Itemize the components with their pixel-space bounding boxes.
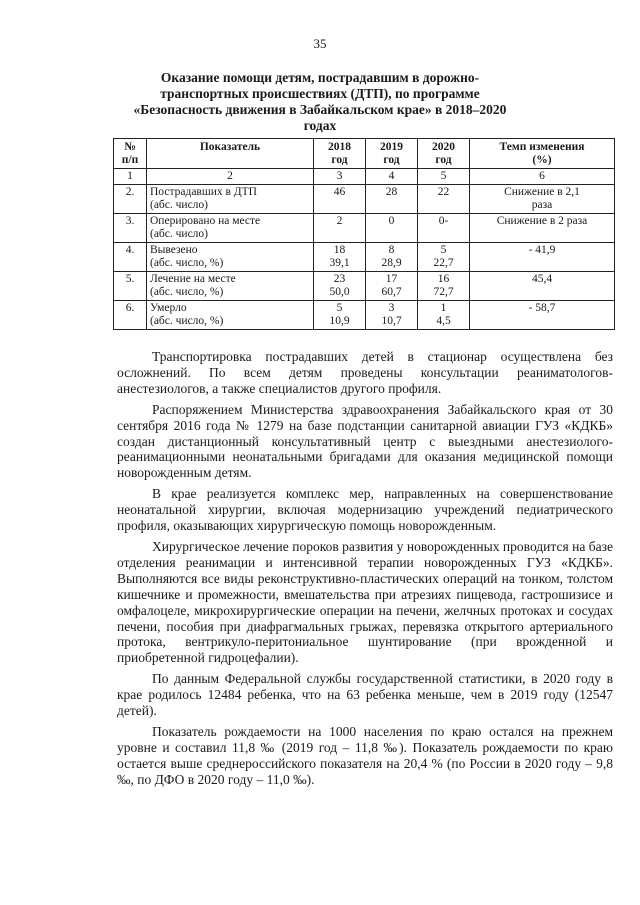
header-indicator: Показатель [147,139,314,169]
row-number: 2. [114,185,147,214]
header-number: № п/п [114,139,147,169]
document-title: Оказание помощи детям, пострадавшим в дорожно-транспортных происшествиях (ДТП), по программе «Безопасность движения в Забайкальском крае» в 2018–2020 годах [133,70,507,133]
cell-rate: 45,4 [470,272,615,301]
paragraph: Транспортировка пострадавших детей в стационар осуществлена без осложнений. По всем детям проведены консультации реаниматологов-анестезиологов, а также специалистов другого профиля. [117,349,613,396]
row-indicator: Пострадавших в ДТП (абс. число) [147,185,314,214]
paragraph: В крае реализуется комплекс мер, направленных на совершенствование неонатальной хирургии, включая модернизацию учреждений педиатрического профиля, оказывающих хирургическую помощь новорожденным. [117,486,613,534]
statistics-table [113,138,615,330]
row-number: 3. [114,214,147,243]
header-rate: Темп изменения (%) [470,139,615,169]
cell-rate: Снижение в 2,1 раза [470,185,615,214]
header-2018: 2018 год [314,139,366,169]
cell-2018: 5 10,9 [314,301,366,330]
paragraph: Распоряжением Министерства здравоохранения Забайкальского края от 30 сентября 2016 года № 1279 на базе подстанции санитарной авиации ГУЗ «КДКБ» создан дистанционный консультативный центр с выездными анестезиолого-реанимационными неонатальными бригадами для оказания медицинской помощи новорожденным детям. [117,401,613,481]
column-number: 5 [418,169,470,185]
cell-2019: 0 [366,214,418,243]
column-number: 1 [114,169,147,185]
column-number: 6 [470,169,615,185]
paragraph: По данным Федеральной службы государственной статистики, в 2020 году в крае родилось 12484 ребенка, что на 63 ребенка меньше, чем в 2019 году (12547 детей). [117,671,613,719]
row-number: 6. [114,301,147,330]
header-2019: 2019 год [366,139,418,169]
cell-2018: 2 [314,214,366,243]
cell-2019: 28 [366,185,418,214]
cell-2019: 17 60,7 [366,272,418,301]
row-indicator: Вывезено (абс. число, %) [147,243,314,272]
page-number: 35 [313,36,327,51]
paragraph: Хирургическое лечение пороков развития у новорожденных проводится на базе отделения реанимации и интенсивной терапии новорожденных ГУЗ «КДКБ». Выполняются все виды реконструктивно-пластических операций на тонком, толстом кишечнике и промежности, вмешательства при атрезиях пищевода, гастрошизисе и омфалоцеле, микрохирургические операции на печени, желчных протоках и сосудах печени, пособия при диафрагмальных грыжах, перевязка открытого артериального протока, вентрикуло-перитониальное шунтирование (при врожденной и приобретенной гидроцефалии). [117,538,613,666]
table-header-row [114,139,615,169]
table-row [114,243,615,272]
table-row [114,301,615,330]
body-text [117,349,613,788]
row-number: 5. [114,272,147,301]
cell-2019: 3 10,7 [366,301,418,330]
column-number: 4 [366,169,418,185]
row-indicator: Оперировано на месте (абс. число) [147,214,314,243]
cell-rate: - 58,7 [470,301,615,330]
cell-2020: 5 22,7 [418,243,470,272]
cell-rate: - 41,9 [470,243,615,272]
table-row [114,214,615,243]
row-indicator: Лечение на месте (абс. число, %) [147,272,314,301]
cell-2018: 18 39,1 [314,243,366,272]
column-number-row [114,169,615,185]
table-row [114,185,615,214]
cell-rate: Снижение в 2 раза [470,214,615,243]
cell-2020: 22 [418,185,470,214]
cell-2020: 1 4,5 [418,301,470,330]
cell-2018: 23 50,0 [314,272,366,301]
cell-2020: 16 72,7 [418,272,470,301]
cell-2019: 8 28,9 [366,243,418,272]
cell-2018: 46 [314,185,366,214]
paragraph: Показатель рождаемости на 1000 населения по краю остался на прежнем уровне и составил 11,8 ‰ (2019 год – 11,8 ‰). Показатель рождаемости по краю остается выше среднероссийского показателя на 20,4 % (по России в 2020 году – 9,8 ‰, по ДФО в 2020 году – 11,0 ‰). [117,723,613,787]
header-2020: 2020 год [418,139,470,169]
column-number: 3 [314,169,366,185]
column-number: 2 [147,169,314,185]
row-number: 4. [114,243,147,272]
table-row [114,272,615,301]
row-indicator: Умерло (абс. число, %) [147,301,314,330]
cell-2020: 0- [418,214,470,243]
